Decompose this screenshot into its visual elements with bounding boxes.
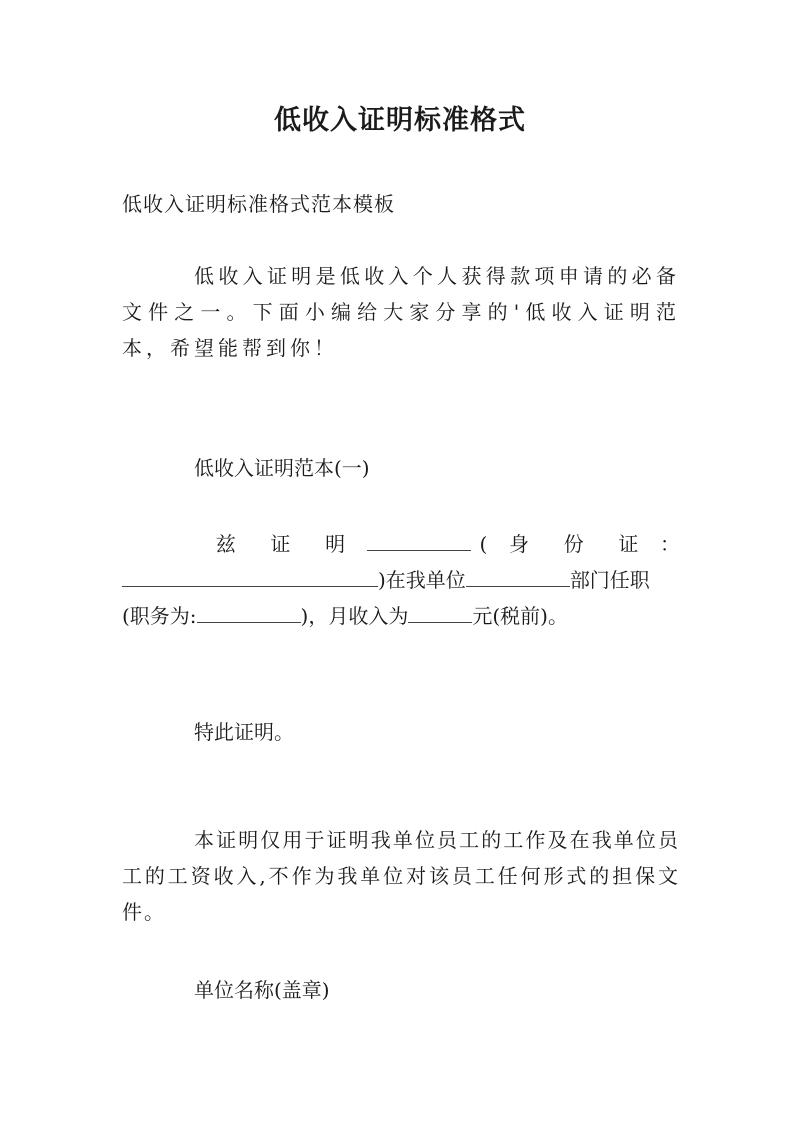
id-number-blank (122, 564, 378, 587)
cert-char: 身 (508, 532, 529, 556)
cert-char: ( (479, 532, 488, 556)
cert-text: )在我单位 (378, 568, 466, 592)
cert-char: 明 (325, 532, 346, 556)
cert-row-3 (122, 598, 680, 634)
cert-char: 证 (618, 532, 639, 556)
income-blank (408, 600, 472, 623)
certificate-body (122, 526, 680, 634)
cert-char: 证 (270, 532, 291, 556)
department-blank (466, 564, 570, 587)
sample-heading: 低收入证明范本(一) (194, 456, 370, 480)
cert-text: (职务为: (122, 604, 197, 628)
cert-char: 兹 (215, 532, 236, 556)
document-title: 低收入证明标准格式 (274, 105, 526, 136)
document-subtitle: 低收入证明标准格式范本模板 (122, 192, 395, 216)
cert-text: 部门任职 (569, 568, 650, 592)
cert-text: 元(税前)。 (472, 604, 568, 628)
usage-note: 本证明仅用于证明我单位员工的工作及在我单位员工的工资收入,不作为我单位对该员工任何形式的担保文件。 (122, 828, 680, 924)
cert-row-2 (122, 562, 680, 598)
intro-paragraph: 低收入证明是低收入个人获得款项申请的必备文件之一。下面小编给大家分享的'低收入证明范本，希望能帮到你！ (122, 264, 680, 360)
cert-char: ： (660, 532, 680, 556)
name-blank (367, 528, 471, 551)
special-statement: 特此证明。 (194, 720, 294, 744)
unit-name-seal: 单位名称(盖章) (194, 978, 330, 1002)
position-blank (197, 600, 301, 623)
cert-char: 份 (563, 532, 584, 556)
cert-row-1 (122, 526, 680, 562)
cert-text: )，月收入为 (300, 604, 409, 628)
